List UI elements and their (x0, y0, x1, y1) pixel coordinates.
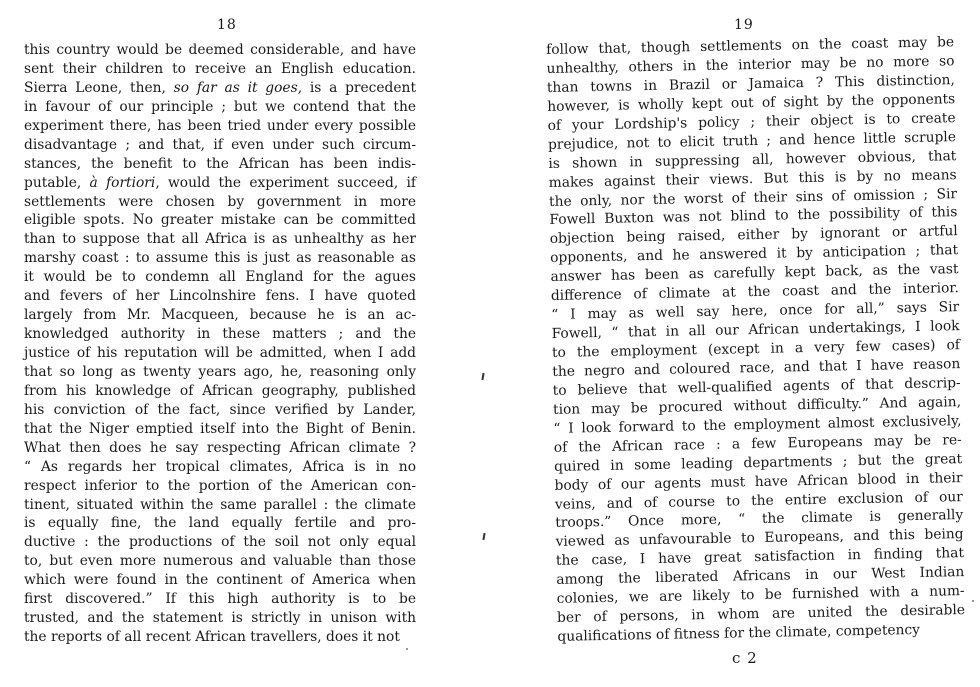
italic-phrase: à fortiori (89, 174, 156, 191)
text-line: the reports of all recent African travellers, does it not (24, 629, 400, 646)
text-line: that the Niger emptied itself into the Bight of Benin. (24, 420, 416, 437)
text-line: putable, à fortiori, would the experiment succeed, if (24, 174, 416, 191)
text-line: is equally fine, the land equally fertile and pro- (24, 515, 416, 532)
text-line: to believe that well-qualified agents of that descrip- (552, 374, 961, 399)
text-line: and fevers of her Lincolnshire fens. I have quoted (24, 288, 416, 305)
text-line: opponents, and he answered it by anticipation ; that (550, 242, 959, 267)
text-line: this country would be deemed considerable, and have (24, 42, 416, 58)
text-line: ductive : the productions of the soil not only equal (24, 534, 416, 551)
left-page-text (24, 41, 416, 647)
ink-speck (972, 600, 974, 602)
text-line: among the liberated Africans in our West Indian (556, 564, 965, 589)
text-line: veins, and of course to the entire exclusion of our (554, 488, 963, 513)
text-line: eligible spots. No greater mistake can be committed (24, 212, 416, 229)
text-line: to, but even more numerous and valuable than those (24, 553, 416, 570)
text-line: sent their children to receive an English education. (24, 60, 416, 77)
text-line: knowledged authority in these matters ; and the (24, 326, 416, 343)
page-number-left: 18 (217, 17, 237, 33)
italic-phrase: so far as it goes (173, 79, 298, 96)
text-line: “ I look forward to the employment almost exclusively, (553, 412, 962, 437)
text-line: disadvantage ; and that, if even under such circum- (24, 136, 416, 153)
text-line: “ As regards her tropical climates, Africa is in no (24, 458, 416, 475)
page-number-right: 19 (734, 17, 754, 33)
text-line: the negro and coloured race, and that I have reason (552, 356, 961, 380)
text-line: however, is wholly kept out of sight by the opponents (547, 90, 956, 115)
text-line: qualifications of fitness for the climate, competency (557, 621, 921, 645)
text-line: answer has been as carefully kept back, as the vast (550, 261, 959, 286)
text-line: Fowell, “ that in all our African undertakings, I look (551, 318, 960, 343)
text-line: difference of climate at the coast and the interior. (550, 280, 959, 305)
text-line: largely from Mr. Macqueen, because he is an ac- (24, 307, 416, 324)
text-line: first discovered.” If this high authority is to be (24, 591, 416, 608)
right-page (490, 0, 980, 687)
text-line: viewed as unfavourable to Europeans, and this being (555, 526, 964, 551)
text-line: the case, I have great satisfaction in finding that (555, 545, 965, 570)
right-page-text (546, 33, 966, 647)
text-line: experiment there, has been tried under every possible (24, 117, 416, 134)
text-line: Fowell Buxton was not blind to the possibility of this (549, 204, 958, 229)
text-line: objection being raised, either by ignorant or artful (549, 223, 958, 248)
text-line: tinent, situated within the same parallel : the climate (24, 496, 416, 513)
text-line: Sierra Leone, then, so far as it goes, is a precedent (24, 79, 416, 96)
text-line: that so long as twenty years ago, he, reasoning only (24, 363, 416, 380)
text-line: respect inferior to the portion of the American con- (24, 477, 416, 494)
text-line: to the employment (except in a very few cases) of (551, 337, 961, 361)
text-line: “ I may as well say here, once for all,” says Sir (551, 299, 960, 324)
text-line: of the African race : a few Europeans may be re- (553, 431, 962, 456)
text-line: colonies, we are likely to be furnished with a num- (556, 583, 965, 608)
text-line: tion may be procured without difficulty.” And again, (552, 393, 962, 418)
text-line: it would be to condemn all England for the agues (24, 269, 416, 286)
text-line: makes against their views. But this is by no means (548, 166, 957, 191)
text-line: of your Lordship's policy ; their object is to create (547, 109, 956, 134)
text-line: troops.” Once more, “ the climate is generally (555, 507, 964, 532)
text-line: justice of his reputation will be admitted, when I add (24, 345, 416, 361)
text-line: What then does he say respecting African climate ? (24, 439, 416, 456)
text-line: settlements were chosen by government in more (24, 193, 416, 210)
text-line: body of our agents must have African blood in their (554, 469, 963, 494)
text-line: which were found in the continent of America when (24, 572, 416, 589)
text-line: than to suppose that all Africa is as unhealthy as her (24, 231, 416, 248)
text-line: from his knowledge of African geography, published (24, 382, 416, 399)
signature-mark: c 2 (732, 649, 758, 667)
text-line: unhealthy, others in the interior may be no more so (546, 53, 955, 77)
text-line: marshy coast : to assume this is just as reasonable as (24, 250, 416, 267)
ink-speck (406, 648, 408, 650)
text-line: ber of persons, in whom are united the desirable (556, 602, 966, 627)
text-line: trusted, and the statement is strictly in unison with (24, 610, 416, 627)
text-line: follow that, though settlements on the coast may be (546, 34, 955, 58)
text-line: his conviction of the fact, since verified by Lander, (24, 401, 416, 418)
text-line: the only, nor the worst of their sins of omission ; Sir (548, 185, 958, 210)
text-line: stances, the benefit to the African has been indis- (24, 155, 416, 172)
text-line: than towns in Brazil or Jamaica ? This distinction, (546, 72, 955, 96)
text-line: prejudice, not to elicit truth ; and hence little scruple (547, 128, 957, 153)
text-line: is shown in suppressing all, however obvious, that (548, 147, 957, 172)
text-line: in favour of our principle ; but we contend that the (24, 98, 416, 115)
text-line: quired in some leading departments ; but the great (554, 450, 963, 475)
